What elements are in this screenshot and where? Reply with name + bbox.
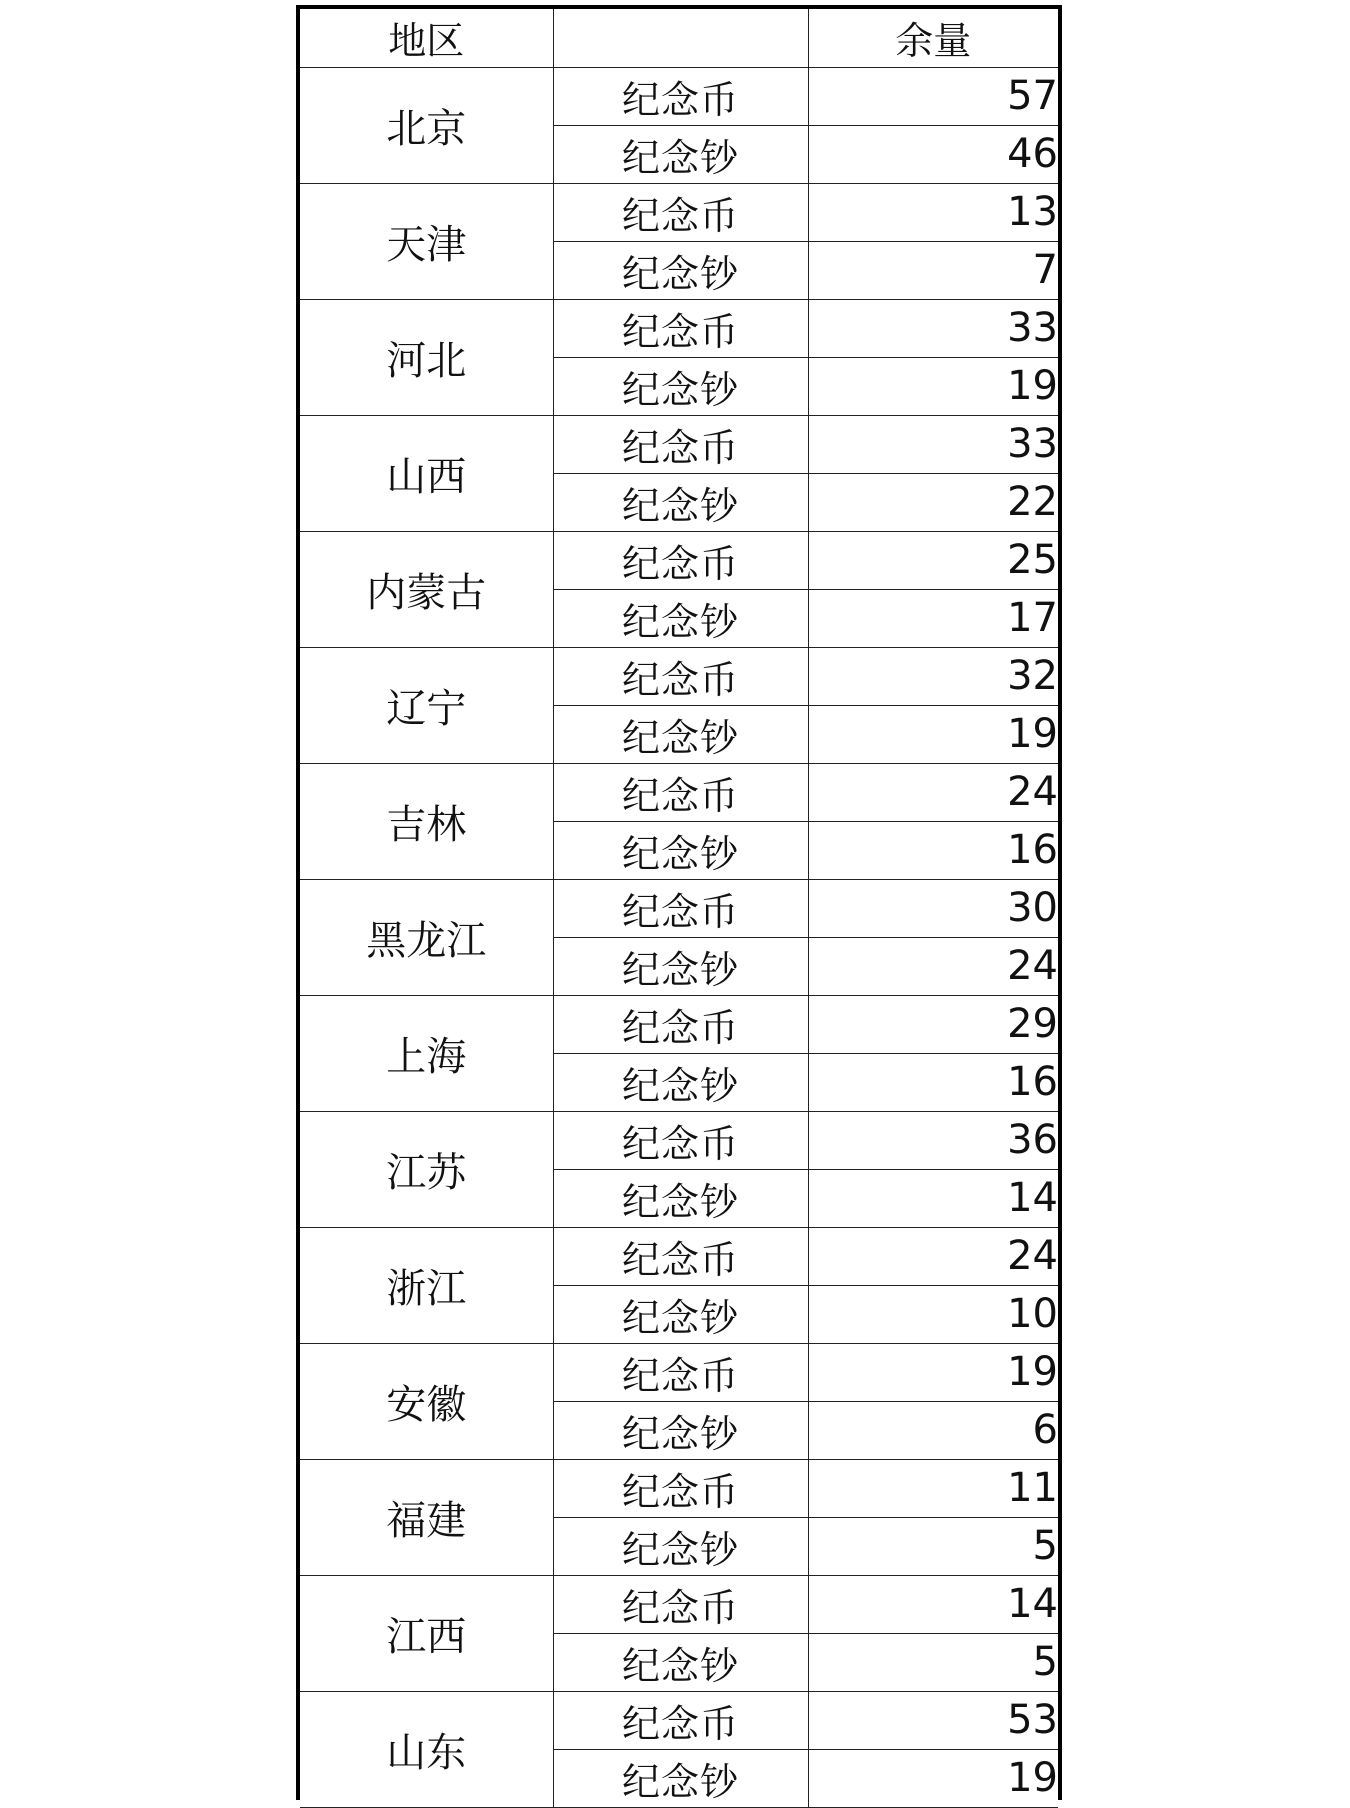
region-cell: 安徽 [300, 1343, 553, 1459]
item-type-cell: 纪念钞 [553, 1169, 808, 1227]
remaining-count-cell: 24 [808, 763, 1058, 821]
item-type-cell: 纪念钞 [553, 1517, 808, 1575]
item-type-cell: 纪念钞 [553, 1285, 808, 1343]
item-type-cell: 纪念币 [553, 647, 808, 705]
item-type-cell: 纪念币 [553, 1227, 808, 1285]
item-type-cell: 纪念币 [553, 1459, 808, 1517]
remaining-count-cell: 46 [808, 125, 1058, 183]
item-type-cell: 纪念钞 [553, 705, 808, 763]
table-row [300, 299, 1058, 357]
remaining-count-cell: 19 [808, 1343, 1058, 1401]
remaining-count-cell: 14 [808, 1575, 1058, 1633]
table-row [300, 763, 1058, 821]
remaining-count-cell: 13 [808, 183, 1058, 241]
remaining-count-cell: 53 [808, 1691, 1058, 1749]
item-type-cell: 纪念币 [553, 879, 808, 937]
remaining-count-cell: 19 [808, 357, 1058, 415]
remaining-count-cell: 36 [808, 1111, 1058, 1169]
region-cell: 河北 [300, 299, 553, 415]
region-cell: 内蒙古 [300, 531, 553, 647]
item-type-cell: 纪念币 [553, 1111, 808, 1169]
remaining-count-cell: 5 [808, 1517, 1058, 1575]
header-remaining: 余量 [808, 9, 1058, 67]
table-row [300, 647, 1058, 705]
remaining-count-cell: 14 [808, 1169, 1058, 1227]
remaining-count-cell: 57 [808, 67, 1058, 125]
table-row [300, 1575, 1058, 1633]
region-cell: 吉林 [300, 763, 553, 879]
item-type-cell: 纪念币 [553, 995, 808, 1053]
remaining-count-cell: 24 [808, 937, 1058, 995]
header-region: 地区 [300, 9, 553, 67]
item-type-cell: 纪念币 [553, 1691, 808, 1749]
region-cell: 辽宁 [300, 647, 553, 763]
remaining-count-cell: 7 [808, 241, 1058, 299]
table-row [300, 531, 1058, 589]
commemorative-stock-table [300, 9, 1058, 1808]
remaining-count-cell: 30 [808, 879, 1058, 937]
item-type-cell: 纪念钞 [553, 1633, 808, 1691]
inventory-sheet [296, 5, 1062, 1804]
item-type-cell: 纪念钞 [553, 1053, 808, 1111]
region-cell: 上海 [300, 995, 553, 1111]
region-cell: 江苏 [300, 1111, 553, 1227]
item-type-cell: 纪念币 [553, 183, 808, 241]
remaining-count-cell: 29 [808, 995, 1058, 1053]
remaining-count-cell: 32 [808, 647, 1058, 705]
remaining-count-cell: 19 [808, 1749, 1058, 1807]
table-row [300, 1691, 1058, 1749]
table-row [300, 1227, 1058, 1285]
region-cell: 福建 [300, 1459, 553, 1575]
item-type-cell: 纪念币 [553, 415, 808, 473]
region-cell: 江西 [300, 1575, 553, 1691]
item-type-cell: 纪念钞 [553, 1749, 808, 1807]
item-type-cell: 纪念钞 [553, 1401, 808, 1459]
table-row [300, 1343, 1058, 1401]
region-cell: 天津 [300, 183, 553, 299]
remaining-count-cell: 33 [808, 415, 1058, 473]
header-type [553, 9, 808, 67]
remaining-count-cell: 16 [808, 1053, 1058, 1111]
remaining-count-cell: 11 [808, 1459, 1058, 1517]
remaining-count-cell: 6 [808, 1401, 1058, 1459]
table-row [300, 67, 1058, 125]
table-row [300, 415, 1058, 473]
item-type-cell: 纪念钞 [553, 357, 808, 415]
region-cell: 山东 [300, 1691, 553, 1807]
table-row [300, 995, 1058, 1053]
item-type-cell: 纪念币 [553, 1343, 808, 1401]
remaining-count-cell: 25 [808, 531, 1058, 589]
region-cell: 黑龙江 [300, 879, 553, 995]
item-type-cell: 纪念钞 [553, 589, 808, 647]
item-type-cell: 纪念钞 [553, 821, 808, 879]
item-type-cell: 纪念钞 [553, 937, 808, 995]
item-type-cell: 纪念币 [553, 1575, 808, 1633]
item-type-cell: 纪念钞 [553, 125, 808, 183]
remaining-count-cell: 10 [808, 1285, 1058, 1343]
remaining-count-cell: 22 [808, 473, 1058, 531]
table-row [300, 1459, 1058, 1517]
table-row [300, 183, 1058, 241]
item-type-cell: 纪念币 [553, 531, 808, 589]
item-type-cell: 纪念钞 [553, 241, 808, 299]
table-row [300, 1111, 1058, 1169]
region-cell: 山西 [300, 415, 553, 531]
remaining-count-cell: 24 [808, 1227, 1058, 1285]
item-type-cell: 纪念币 [553, 299, 808, 357]
header-row [300, 9, 1058, 67]
remaining-count-cell: 16 [808, 821, 1058, 879]
region-cell: 浙江 [300, 1227, 553, 1343]
table-body [300, 67, 1058, 1807]
region-cell: 北京 [300, 67, 553, 183]
item-type-cell: 纪念钞 [553, 473, 808, 531]
remaining-count-cell: 17 [808, 589, 1058, 647]
remaining-count-cell: 5 [808, 1633, 1058, 1691]
item-type-cell: 纪念币 [553, 67, 808, 125]
remaining-count-cell: 33 [808, 299, 1058, 357]
item-type-cell: 纪念币 [553, 763, 808, 821]
table-row [300, 879, 1058, 937]
remaining-count-cell: 19 [808, 705, 1058, 763]
